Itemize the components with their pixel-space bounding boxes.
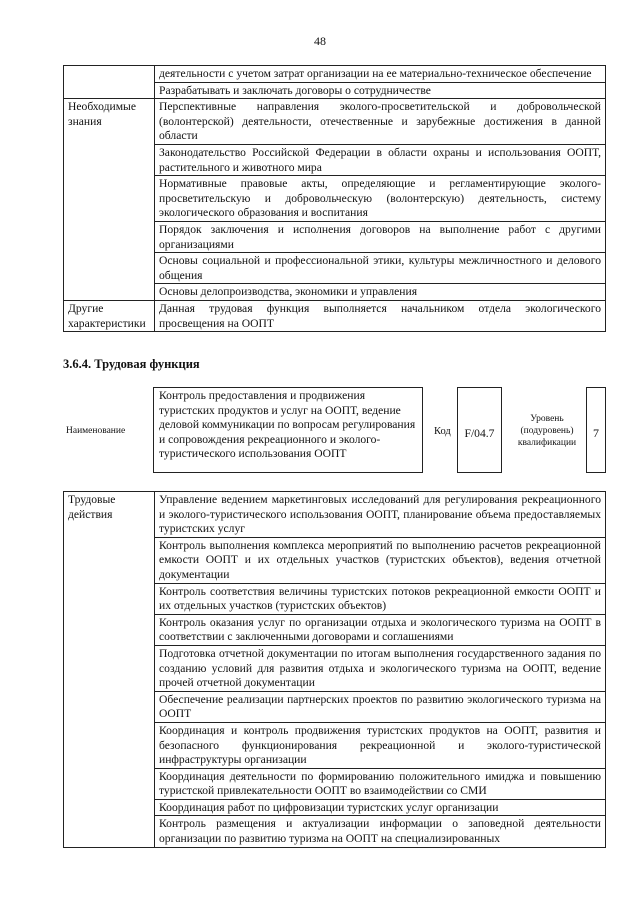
qualification-level-box: 7 [586, 387, 606, 473]
row-label-knowledge: Необходимые знания [64, 99, 155, 301]
table-cell: Контроль выполнения комплекса мероприятий по выполнению расчетов рекреационной емкости ООПТ и их отдельных участков (туристских объектов), ведения отчетной документации [155, 537, 606, 583]
labor-actions-table [63, 491, 606, 848]
qualification-level-label: Уровень (подуровень) квалификации [517, 414, 577, 448]
table-row [64, 66, 606, 83]
row-label [64, 66, 155, 99]
table-cell: Законодательство Российской Федерации в области охраны и использования ООПТ, растительного и животного мира [155, 144, 606, 175]
table-row [64, 99, 606, 145]
table-cell: Контроль размещения и актуализации информации о заповедной деятельности организации по развитию туризма на ООПТ на специализированных [155, 816, 606, 847]
table-cell: Координация деятельности по формированию положительного имиджа и повышению туристской привлекательности ООПТ во взаимодействии со СМИ [155, 768, 606, 799]
table-cell: Основы социальной и профессиональной этики, культуры межличностного и делового общения [155, 253, 606, 284]
row-label-actions: Трудовые действия [64, 492, 155, 848]
table-row [64, 492, 606, 538]
table-cell: Контроль соответствия величины туристских потоков рекреационной емкости ООПТ и их отдельных участков (туристских объектов) [155, 583, 606, 614]
row-label-other: Другие характеристики [64, 300, 155, 331]
code-label: Код [434, 426, 451, 437]
section-heading: 3.6.4. Трудовая функция [63, 357, 200, 371]
table-cell: Подготовка отчетной документации по итогам выполнения государственного задания по созданию условий для развития отдыха и экологического туризма на ООПТ, ведение прочей отчетной документации [155, 645, 606, 691]
table-cell: Порядок заключения и исполнения договоров на выполнение работ с другими организациями [155, 221, 606, 252]
table-cell: Перспективные направления эколого-просветительской и добровольческой (волонтерской) деятельности, отечественные и зарубежные достижения в данной области [155, 99, 606, 145]
table-cell: деятельности с учетом затрат организации на ее материально-техническое обеспечение [155, 66, 606, 83]
table-cell: Основы делопроизводства, экономики и управления [155, 284, 606, 301]
table-cell: Контроль оказания услуг по организации отдыха и экологического туризма на ООПТ в соответствии с заключенными договорами и соглашениями [155, 614, 606, 645]
table-row [64, 300, 606, 331]
table-cell: Разрабатывать и заключать договоры о сотрудничестве [155, 82, 606, 99]
page-number: 48 [314, 34, 326, 48]
table-cell: Управление ведением маркетинговых исследований для регулирования рекреационного и эколого-туристического использования ООПТ, планирование объема предоставляемых туристских услуг [155, 492, 606, 538]
table-cell: Данная трудовая функция выполняется начальником отдела экологического просвещения на ООПТ [155, 300, 606, 331]
table-cell: Нормативные правовые акты, определяющие и регламентирующие эколого-просветительскую и добровольческую (волонтерскую) деятельность, систему экологического образования и воспитания [155, 176, 606, 222]
function-code-box: F/04.7 [457, 387, 502, 473]
function-name-box: Контроль предоставления и продвижения туристских продуктов и услуг на ООПТ, ведение деловой коммуникации по вопросам регулирования и сопровождения рекреационного и эколого-туристического использования ООПТ [153, 387, 423, 473]
name-label: Наименование [66, 426, 126, 436]
table-cell: Координация работ по цифровизации туристских услуг организации [155, 799, 606, 816]
requirements-table [63, 65, 606, 332]
table-cell: Обеспечение реализации партнерских проектов по развитию экологического туризма на ООПТ [155, 691, 606, 722]
table-cell: Координация и контроль продвижения туристских продуктов на ООПТ, развития и безопасного функционирования рекреационной и эколого-туристической инфраструктуры организации [155, 722, 606, 768]
